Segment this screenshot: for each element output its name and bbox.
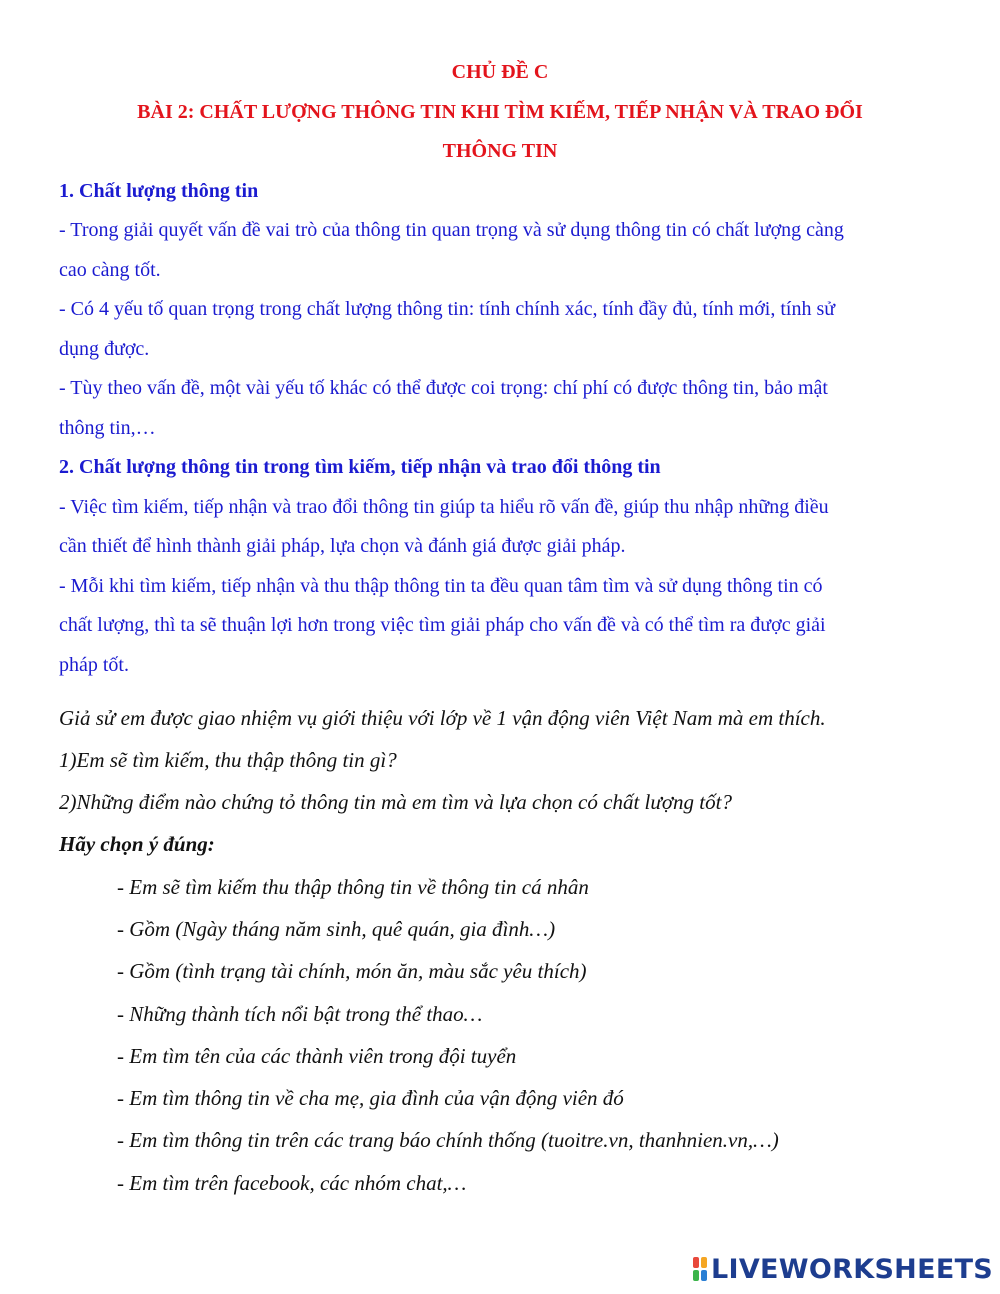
section-2-line: - Việc tìm kiếm, tiếp nhận và trao đổi thông tin giúp ta hiểu rõ vấn đề, giúp thu nhập những điều xyxy=(59,496,829,518)
section-1-line: - Có 4 yếu tố quan trọng trong chất lượng thông tin: tính chính xác, tính đầy đủ, tính mới, tính sử xyxy=(59,298,836,320)
section-2-line: cần thiết để hình thành giải pháp, lựa chọn và đánh giá được giải pháp. xyxy=(59,535,626,557)
section-2-line: pháp tốt. xyxy=(59,654,129,676)
section-2-line: chất lượng, thì ta sẽ thuận lợi hơn trong việc tìm giải pháp cho vấn đề và có thể tìm ra được giải xyxy=(59,614,826,636)
task-intro: Giả sử em được giao nhiệm vụ giới thiệu với lớp về 1 vận động viên Việt Nam mà em thích. xyxy=(59,706,826,730)
liveworksheets-logo-icon xyxy=(692,1256,708,1282)
answer-option[interactable]: - Gồm (tình trạng tài chính, món ăn, màu sắc yêu thích) xyxy=(117,959,587,983)
choose-instruction: Hãy chọn ý đúng: xyxy=(59,832,215,856)
section-2-heading: 2. Chất lượng thông tin trong tìm kiếm, tiếp nhận và trao đổi thông tin xyxy=(59,456,661,478)
section-1-line: - Trong giải quyết vấn đề vai trò của thông tin quan trọng và sử dụng thông tin có chất lượng càng xyxy=(59,219,844,241)
question-1: 1)Em sẽ tìm kiếm, thu thập thông tin gì? xyxy=(59,748,397,772)
topic-title: CHỦ ĐỀ C xyxy=(451,61,549,83)
section-1-line: thông tin,… xyxy=(59,417,156,439)
liveworksheets-logo-text: LIVEWORKSHEETS xyxy=(711,1253,994,1285)
lesson-title-line-1: BÀI 2: CHẤT LƯỢNG THÔNG TIN KHI TÌM KIẾM, TIẾP NHẬN VÀ TRAO ĐỔI xyxy=(137,101,863,123)
section-2-line: - Mỗi khi tìm kiếm, tiếp nhận và thu thập thông tin ta đều quan tâm tìm và sử dụng thông tin có xyxy=(59,575,823,597)
answer-option[interactable]: - Em tìm trên facebook, các nhóm chat,… xyxy=(117,1171,467,1195)
section-1-line: dụng được. xyxy=(59,338,150,360)
section-1-heading: 1. Chất lượng thông tin xyxy=(59,180,259,202)
answer-option[interactable]: - Em tìm thông tin về cha mẹ, gia đình của vận động viên đó xyxy=(117,1086,624,1110)
section-1-line: - Tùy theo vấn đề, một vài yếu tố khác có thể được coi trọng: chí phí có được thông tin, bảo mật xyxy=(59,377,828,399)
answer-option[interactable]: - Gồm (Ngày tháng năm sinh, quê quán, gia đình…) xyxy=(117,917,556,941)
liveworksheets-logo xyxy=(692,1254,993,1284)
answer-option[interactable]: - Em sẽ tìm kiếm thu thập thông tin về thông tin cá nhân xyxy=(117,875,589,899)
answer-option[interactable]: - Em tìm tên của các thành viên trong đội tuyển xyxy=(117,1044,517,1068)
lesson-title-line-2: THÔNG TIN xyxy=(442,140,558,162)
section-1-line: cao càng tốt. xyxy=(59,259,161,281)
answer-option[interactable]: - Em tìm thông tin trên các trang báo chính thống (tuoitre.vn, thanhnien.vn,…) xyxy=(117,1128,779,1152)
question-2: 2)Những điểm nào chứng tỏ thông tin mà em tìm và lựa chọn có chất lượng tốt? xyxy=(59,790,732,814)
answer-option[interactable]: - Những thành tích nổi bật trong thể thao… xyxy=(117,1002,483,1026)
